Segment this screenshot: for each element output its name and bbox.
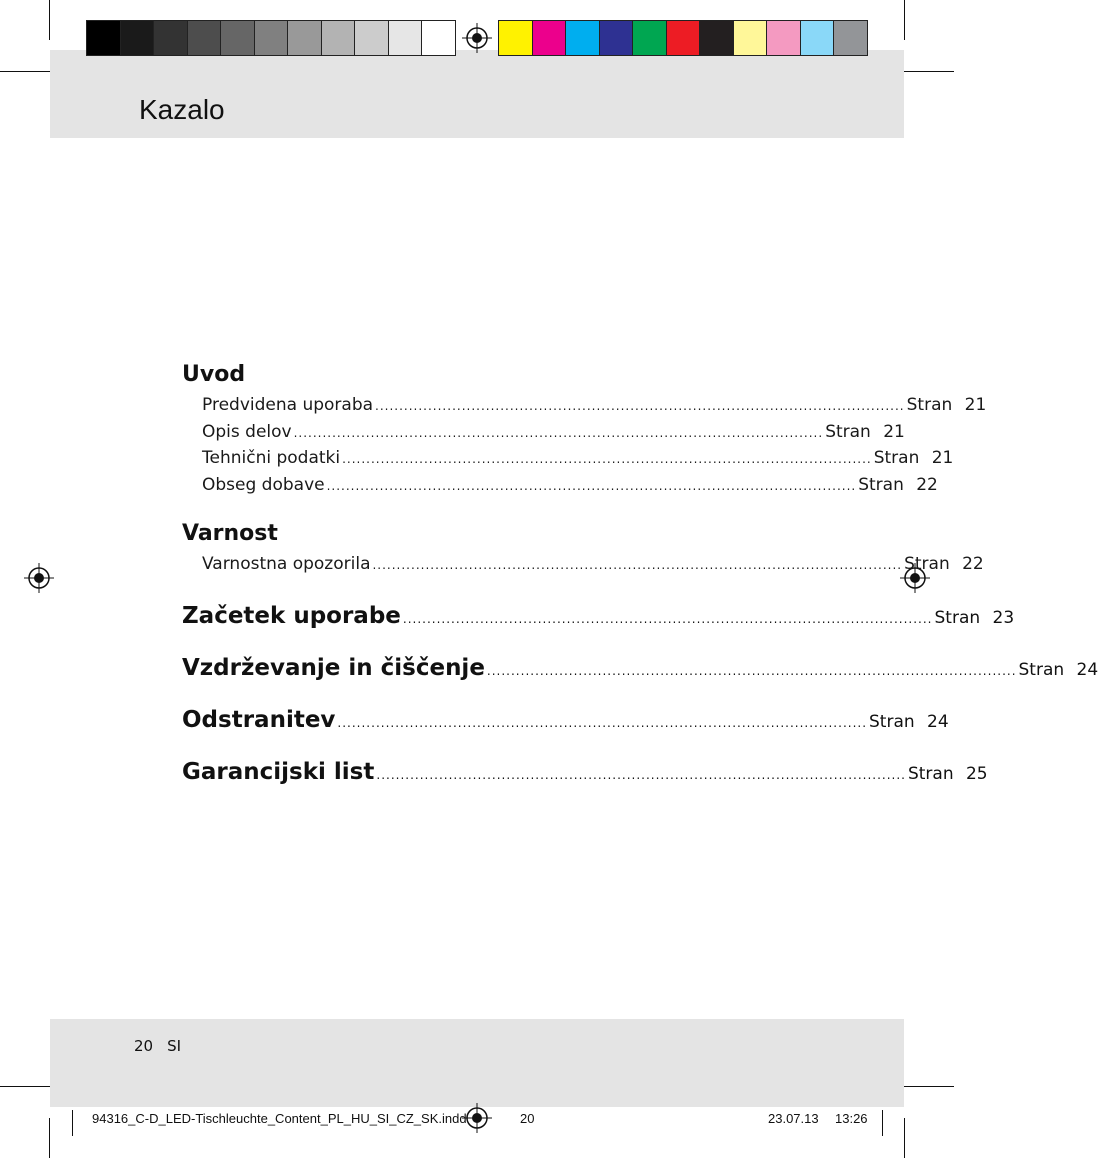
toc-page-number: 23 <box>992 607 1015 628</box>
toc-main-entry-label: Vzdrževanje in čiščenje <box>182 654 485 681</box>
toc-main-entry[interactable] <box>182 706 949 759</box>
gray-swatch <box>188 21 222 55</box>
toc-page-number: 22 <box>916 474 938 495</box>
toc-page-number: 24 <box>1076 659 1098 680</box>
color-swatch <box>767 21 801 55</box>
color-swatch <box>633 21 667 55</box>
toc-page-word: Stran <box>825 421 871 442</box>
gray-swatch <box>355 21 389 55</box>
crop-mark <box>882 1110 883 1136</box>
color-swatch <box>667 21 701 55</box>
toc-page-number: 21 <box>964 395 987 415</box>
toc-page-word: Stran <box>934 607 981 628</box>
toc-main-entry-label: Odstranitev <box>182 706 336 733</box>
leader-dots: .............................................................................................................. <box>486 663 1017 678</box>
toc-page-number: 24 <box>927 711 949 732</box>
toc-page-word: Stran <box>904 554 950 574</box>
footer-band <box>50 1019 904 1107</box>
leader-dots: .............................................................................................................. <box>372 558 903 572</box>
toc-entry-label: Varnostna opozorila <box>202 554 371 574</box>
language-code: SI <box>167 1037 182 1055</box>
toc-entry-label: Opis delov <box>202 421 292 442</box>
gray-swatch <box>87 21 121 55</box>
color-swatch <box>834 21 867 55</box>
toc-page-word: Stran <box>869 711 915 732</box>
leader-dots: .............................................................................................................. <box>402 611 933 626</box>
color-swatch <box>801 21 835 55</box>
gray-swatch <box>389 21 423 55</box>
page-title: Kazalo <box>139 94 225 125</box>
toc-entry-label: Obseg dobave <box>202 474 325 495</box>
toc-page-word: Stran <box>907 763 954 784</box>
color-swatch <box>566 21 600 55</box>
toc-main-entry[interactable] <box>182 758 988 811</box>
color-swatch <box>600 21 634 55</box>
table-of-contents <box>182 362 1098 811</box>
crop-mark <box>0 71 50 72</box>
toc-entry-label: Predvidena uporaba <box>202 395 374 415</box>
slug-date: 23.07.13 <box>768 1111 819 1126</box>
leader-dots: .............................................................................................................. <box>376 767 906 782</box>
grayscale-color-bar <box>86 20 456 56</box>
crop-mark <box>904 1118 905 1158</box>
toc-entry[interactable] <box>202 474 938 502</box>
toc-page-word: Stran <box>1018 659 1065 680</box>
toc-entry[interactable] <box>202 395 987 422</box>
toc-entry-label: Tehnični podatki <box>202 448 341 468</box>
toc-entry[interactable] <box>202 554 984 581</box>
toc-entry[interactable] <box>202 448 954 475</box>
toc-main-entry-label: Garancijski list <box>182 758 375 785</box>
color-swatch <box>700 21 734 55</box>
toc-page-number: 22 <box>962 554 984 574</box>
toc-page-number: 25 <box>965 763 988 784</box>
crop-mark <box>49 1118 50 1158</box>
gray-swatch <box>154 21 188 55</box>
registration-mark-icon <box>462 23 492 53</box>
toc-main-entry[interactable] <box>182 654 1098 707</box>
leader-dots: .............................................................................................................. <box>342 452 872 466</box>
slug-filename: 94316_C-D_LED-Tischleuchte_Content_PL_HU_SI_CZ_SK.indd <box>92 1111 467 1126</box>
crop-mark <box>72 1110 73 1136</box>
gray-swatch <box>221 21 255 55</box>
leader-dots: .............................................................................................................. <box>293 425 824 440</box>
leader-dots: .............................................................................................................. <box>326 478 857 493</box>
color-swatch <box>734 21 768 55</box>
color-swatch <box>533 21 567 55</box>
toc-entry[interactable] <box>202 421 905 449</box>
gray-swatch <box>322 21 356 55</box>
slug-time: 13:26 <box>835 1111 868 1126</box>
toc-section-heading: Varnost <box>182 521 278 546</box>
leader-dots: .............................................................................................................. <box>337 715 868 730</box>
crop-mark <box>904 71 954 72</box>
color-swatch <box>499 21 533 55</box>
crop-mark <box>904 1086 954 1087</box>
crop-mark <box>49 0 50 40</box>
process-color-bar <box>498 20 868 56</box>
toc-page-word: Stran <box>873 448 920 468</box>
gray-swatch <box>422 21 455 55</box>
toc-page-number: 21 <box>931 448 954 468</box>
toc-main-entry-label: Začetek uporabe <box>182 602 401 629</box>
page-footer <box>134 1037 195 1055</box>
toc-section-heading: Uvod <box>182 362 246 387</box>
gray-swatch <box>121 21 155 55</box>
toc-page-word: Stran <box>906 395 953 415</box>
gray-swatch <box>288 21 322 55</box>
crop-mark <box>904 0 905 40</box>
crop-mark <box>0 1086 50 1087</box>
page-number: 20 <box>134 1037 154 1055</box>
toc-page-number: 21 <box>883 421 905 442</box>
toc-main-entry[interactable] <box>182 602 1015 655</box>
gray-swatch <box>255 21 289 55</box>
registration-mark-icon <box>24 563 54 593</box>
leader-dots: .............................................................................................................. <box>375 399 905 413</box>
toc-page-word: Stran <box>858 474 904 495</box>
slug-page: 20 <box>520 1111 535 1126</box>
